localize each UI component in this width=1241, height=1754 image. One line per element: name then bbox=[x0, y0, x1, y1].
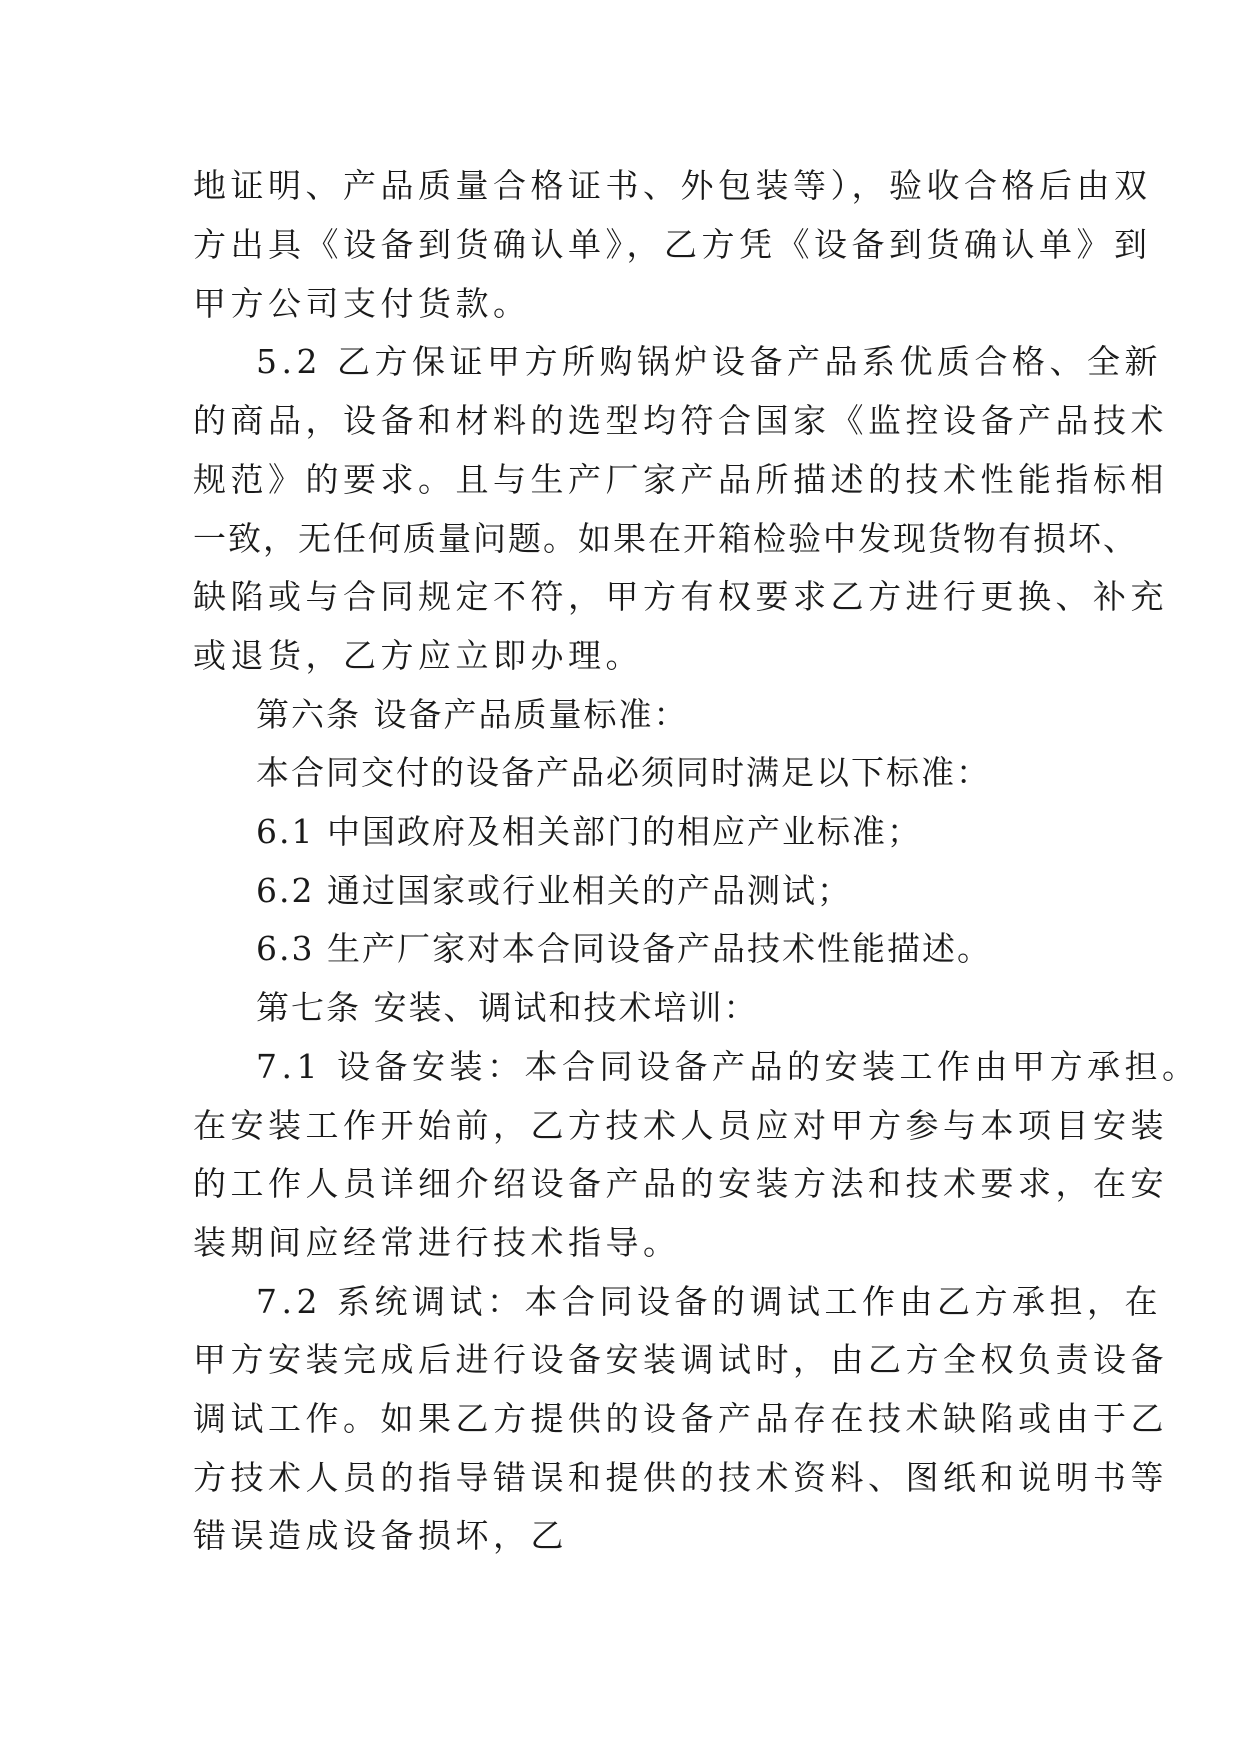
paragraph-line: 方出具《设备到货确认单》，乙方凭《设备到货确认单》到 bbox=[193, 225, 1152, 264]
paragraph-line: 方技术人员的指导错误和提供的技术资料、图纸和说明书等 bbox=[193, 1458, 1168, 1497]
article-6-heading: 第六条 设备产品质量标准： bbox=[256, 695, 689, 734]
paragraph-line: 甲方公司支付货款。 bbox=[193, 284, 531, 323]
paragraph-line: 缺陷或与合同规定不符，甲方有权要求乙方进行更换、补充 bbox=[193, 577, 1168, 616]
clause-5-2-first-line: 5.2 乙方保证甲方所购锅炉设备产品系优质合格、全新 bbox=[256, 342, 1162, 381]
paragraph-line: 的商品，设备和材料的选型均符合国家《监控设备产品技术 bbox=[193, 401, 1168, 440]
paragraph-line: 或退货，乙方应立即办理。 bbox=[193, 636, 643, 675]
clause-7-2-first-line: 7.2 系统调试：本合同设备的调试工作由乙方承担，在 bbox=[256, 1282, 1162, 1321]
paragraph-line: 调试工作。如果乙方提供的设备产品存在技术缺陷或由于乙 bbox=[193, 1399, 1168, 1438]
clause-7-1-first-line: 7.1 设备安装：本合同设备产品的安装工作由甲方承担。 bbox=[256, 1047, 1200, 1086]
article-7-heading: 第七条 安装、调试和技术培训： bbox=[256, 988, 759, 1027]
paragraph-line: 甲方安装完成后进行设备安装调试时，由乙方全权负责设备 bbox=[193, 1340, 1168, 1379]
paragraph-line: 本合同交付的设备产品必须同时满足以下标准： bbox=[256, 753, 991, 792]
clause-6-3: 6.3 生产厂家对本合同设备产品技术性能描述。 bbox=[256, 929, 992, 968]
paragraph-line: 错误造成设备损坏，乙 bbox=[193, 1516, 568, 1555]
paragraph-line: 在安装工作开始前，乙方技术人员应对甲方参与本项目安装 bbox=[193, 1106, 1168, 1145]
clause-6-1: 6.1 中国政府及相关部门的相应产业标准； bbox=[256, 812, 922, 851]
paragraph-line: 地证明、产品质量合格证书、外包装等），验收合格后由双 bbox=[193, 166, 1152, 205]
clause-6-2: 6.2 通过国家或行业相关的产品测试； bbox=[256, 871, 852, 910]
paragraph-line: 的工作人员详细介绍设备产品的安装方法和技术要求，在安 bbox=[193, 1164, 1168, 1203]
paragraph-line: 规范》的要求。且与生产厂家产品所描述的技术性能指标相 bbox=[193, 460, 1168, 499]
paragraph-line: 一致，无任何质量问题。如果在开箱检验中发现货物有损坏、 bbox=[193, 519, 1138, 558]
paragraph-line: 装期间应经常进行技术指导。 bbox=[193, 1223, 681, 1262]
